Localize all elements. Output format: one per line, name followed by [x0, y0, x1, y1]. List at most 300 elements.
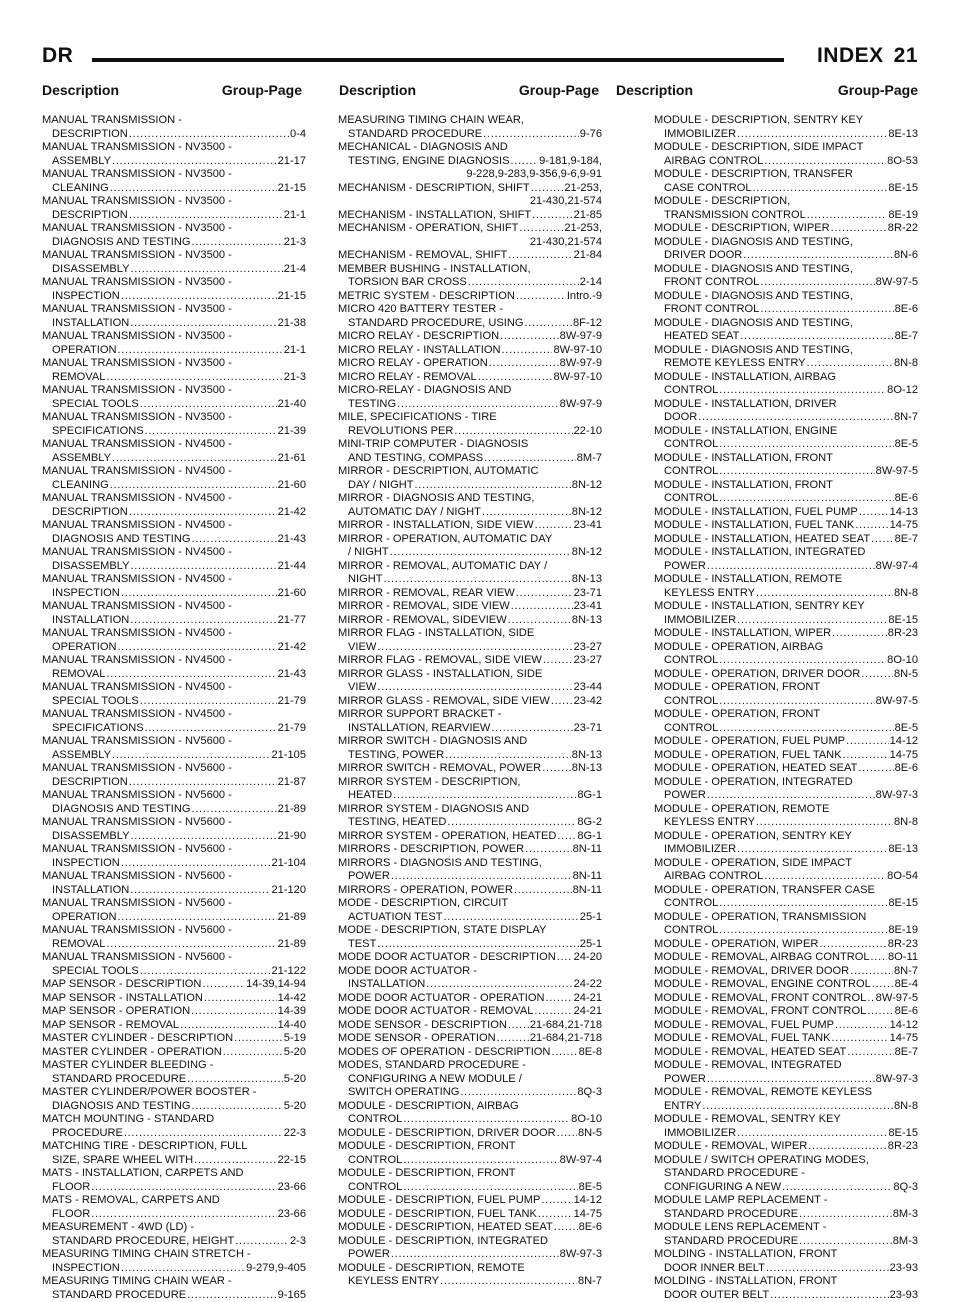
- index-entry-line: [42, 722, 306, 736]
- dot-leader: [698, 411, 893, 425]
- index-entry: [42, 141, 306, 168]
- index-page-ref: 21-40: [278, 398, 306, 412]
- index-entry-text: DESCRIPTION: [52, 209, 128, 223]
- index-entry-line: [42, 114, 306, 128]
- dot-leader: [426, 978, 572, 992]
- index-entry: [338, 1221, 602, 1235]
- index-entry-line: [654, 1262, 918, 1276]
- index-entry-line: [42, 614, 306, 628]
- index-entry: [42, 330, 306, 357]
- index-entry: [338, 357, 602, 371]
- dot-leader: [140, 965, 271, 979]
- index-page-ref: 21-79: [278, 695, 306, 709]
- dot-leader: [707, 1073, 875, 1087]
- column-header-1: [42, 82, 302, 98]
- dot-leader: [390, 546, 571, 560]
- index-entry-line: [338, 128, 602, 142]
- index-entry-text: MAP SENSOR - INSTALLATION: [42, 992, 203, 1006]
- index-page-ref: 8R-23: [888, 1140, 918, 1154]
- dot-leader: [454, 425, 572, 439]
- index-entry-line: [42, 600, 306, 614]
- index-page-ref: 8W-97-9: [560, 357, 602, 371]
- index-page-ref: 14-39: [278, 1005, 306, 1019]
- index-entry-line: [42, 681, 306, 695]
- dot-leader: [511, 155, 539, 169]
- dot-leader: [554, 1221, 578, 1235]
- index-entry: [338, 654, 602, 668]
- index-entry-text: MATS - REMOVAL, CARPETS AND: [42, 1194, 220, 1208]
- index-entry-text: TORSION BAR CROSS: [348, 276, 467, 290]
- index-entry-text: VIEW: [348, 681, 376, 695]
- index-entry-line: [338, 641, 602, 655]
- index-page-ref: 0-4: [290, 128, 306, 142]
- column-headers: [42, 82, 918, 106]
- index-entry-text: MODULE - INSTALLATION, FRONT: [654, 452, 833, 466]
- index-page-ref: 21-42: [278, 506, 306, 520]
- index-entry-line: [654, 938, 918, 952]
- index-entry-line: [654, 1113, 918, 1127]
- index-entry-text: MIRROR SWITCH - REMOVAL, POWER: [338, 762, 541, 776]
- index-entry-text: DISASSEMBLY: [52, 830, 129, 844]
- index-entry: [654, 344, 918, 371]
- index-page-ref: 8R-23: [888, 627, 918, 641]
- index-entry-text: MANUAL TRANSMISSION - NV3500 -: [42, 330, 232, 344]
- index-entry-text: MECHANISM - OPERATION, SHIFT: [338, 222, 518, 236]
- dot-leader: [538, 1208, 573, 1222]
- index-entry-line: [42, 276, 306, 290]
- index-entry: [42, 384, 306, 411]
- index-page-ref-continued-line: [338, 236, 602, 250]
- index-entry-line: [338, 276, 602, 290]
- index-entry: [654, 290, 918, 317]
- index-entry-line: [42, 330, 306, 344]
- dot-leader: [391, 870, 572, 884]
- index-entry: [42, 249, 306, 276]
- index-entry: [338, 1127, 602, 1141]
- index-column-3: [654, 114, 918, 1302]
- index-entry-line: [654, 371, 918, 385]
- index-page-ref: 8M-3: [893, 1235, 918, 1249]
- index-entry-text: MANUAL TRANSMISSION - NV4500 -: [42, 627, 232, 641]
- index-entry-line: [654, 816, 918, 830]
- index-entry-line: [654, 951, 918, 965]
- index-entry-text: INSPECTION: [52, 587, 120, 601]
- index-entry-text: MASTER CYLINDER - OPERATION: [42, 1046, 222, 1060]
- index-entry-line: [654, 776, 918, 790]
- index-entry: [42, 951, 306, 978]
- index-entry: [338, 1032, 602, 1046]
- index-entry-line: [42, 695, 306, 709]
- index-entry-text: IMMOBILIZER: [664, 128, 736, 142]
- index-page-ref: 8N-5: [578, 1127, 602, 1141]
- dot-leader: [500, 330, 559, 344]
- index-page-ref: 22-10: [574, 425, 602, 439]
- index-entry-text: SWITCH OPERATING: [348, 1086, 459, 1100]
- index-entry-line: [338, 708, 602, 722]
- dot-leader: [557, 1127, 577, 1141]
- index-entry-text: MODE DOOR ACTUATOR -: [338, 965, 477, 979]
- index-entry-text: MODULE - OPERATION, FRONT: [654, 708, 820, 722]
- index-entry-text: MODULE - OPERATION, AIRBAG: [654, 641, 823, 655]
- index-entry-text: DOOR: [664, 411, 697, 425]
- index-page-ref: 8N-5: [894, 668, 918, 682]
- index-entry: [338, 384, 602, 411]
- index-entry: [338, 776, 602, 803]
- index-entry-text: MODULE - OPERATION, FUEL PUMP: [654, 735, 845, 749]
- index-entry: [654, 708, 918, 735]
- index-entry: [338, 803, 602, 830]
- index-entry-line: [42, 168, 306, 182]
- index-entry-line: [338, 1113, 602, 1127]
- index-entry-line: [654, 668, 918, 682]
- index-entry-line: [42, 1208, 306, 1222]
- index-entry-text: MODULE - REMOVAL, FRONT CONTROL: [654, 1005, 866, 1019]
- dot-leader: [871, 951, 887, 965]
- index-entry-text: SIZE, SPARE WHEEL WITH: [52, 1154, 193, 1168]
- index-entry: [42, 816, 306, 843]
- index-entry-text: MODULE - DIAGNOSIS AND TESTING,: [654, 344, 853, 358]
- index-entry: [42, 195, 306, 222]
- index-entry-text: CONTROL: [664, 465, 718, 479]
- index-entry-line: [654, 681, 918, 695]
- index-entry-text: MODULE - DESCRIPTION,: [654, 195, 790, 209]
- index-entry-text: MODULE - DESCRIPTION, FRONT: [338, 1167, 516, 1181]
- index-entry-text: INSTALLATION, REARVIEW: [348, 722, 490, 736]
- index-entry-text: STANDARD PROCEDURE -: [664, 1167, 805, 1181]
- index-entry-line: [42, 425, 306, 439]
- dot-leader: [121, 857, 271, 871]
- index-entry: [654, 398, 918, 425]
- index-page-ref: 8N-11: [573, 870, 602, 884]
- index-entry: [338, 587, 602, 601]
- index-page-ref: 8N-8: [894, 587, 918, 601]
- index-entry: [654, 1248, 918, 1275]
- index-entry-line: [654, 641, 918, 655]
- index-entry: [338, 344, 602, 358]
- index-entry-line: [654, 128, 918, 142]
- index-entry-text: MIRROR SYSTEM - OPERATION, HEATED: [338, 830, 556, 844]
- index-page-ref: 21-122: [271, 965, 306, 979]
- index-page-ref: 8N-13: [572, 749, 602, 763]
- index-entry-line: [42, 1140, 306, 1154]
- dot-leader: [106, 668, 276, 682]
- index-entry-text: OPERATION: [52, 344, 117, 358]
- index-entry-line: [42, 411, 306, 425]
- index-entry: [654, 681, 918, 708]
- index-entry-text: MODULE - DESCRIPTION, DRIVER DOOR: [338, 1127, 556, 1141]
- index-page-ref: 21-684,21-718: [530, 1032, 602, 1046]
- index-entry: [654, 1005, 918, 1019]
- dot-leader: [516, 587, 573, 601]
- index-entry-text: MODULE - OPERATION, WIPER: [654, 938, 818, 952]
- index-entry-text: MASTER CYLINDER BLEEDING -: [42, 1059, 213, 1073]
- index-page-ref: 21-89: [278, 938, 306, 952]
- index-entry: [654, 1046, 918, 1060]
- index-page-ref: 21-17: [278, 155, 306, 169]
- dot-leader: [719, 897, 887, 911]
- index-entry: [42, 735, 306, 762]
- index-entry-line: [42, 371, 306, 385]
- index-entry-text: MICRO 420 BATTERY TESTER -: [338, 303, 503, 317]
- index-entry-text: DIAGNOSIS AND TESTING: [52, 803, 191, 817]
- index-entry-line: [42, 708, 306, 722]
- dot-leader: [819, 938, 886, 952]
- dot-leader: [760, 303, 893, 317]
- dot-leader: [737, 614, 887, 628]
- dot-leader: [807, 357, 893, 371]
- index-entry-line: [654, 1167, 918, 1181]
- dot-leader: [118, 641, 277, 655]
- index-entry-line: [338, 1248, 602, 1262]
- index-page-ref: 23-66: [278, 1208, 306, 1222]
- index-entry-line: [42, 1046, 306, 1060]
- index-entry-line: [338, 695, 602, 709]
- index-entry-line: [654, 1248, 918, 1262]
- index-entry-line: [654, 1046, 918, 1060]
- index-entry: [338, 1140, 602, 1167]
- index-entry-line: [42, 924, 306, 938]
- dot-leader: [204, 992, 277, 1006]
- index-page-ref: 8N-8: [894, 1100, 918, 1114]
- index-entry-text: MODULE LAMP REPLACEMENT -: [654, 1194, 827, 1208]
- dot-leader: [121, 290, 277, 304]
- index-entry: [654, 425, 918, 452]
- index-page-ref: 14-75: [890, 519, 918, 533]
- index-entry: [654, 641, 918, 668]
- index-entry-line: [654, 263, 918, 277]
- index-entry-text: MODULE - REMOVAL, ENGINE CONTROL: [654, 978, 871, 992]
- index-entry: [338, 951, 602, 965]
- index-entry: [42, 222, 306, 249]
- index-page-ref: 22-15: [278, 1154, 306, 1168]
- index-entry-line: [42, 384, 306, 398]
- index-entry-line: [654, 762, 918, 776]
- index-entry-line: [42, 141, 306, 155]
- index-entry-line: [42, 735, 306, 749]
- index-entry-line: [338, 735, 602, 749]
- index-page-ref: 8Q-3: [893, 1181, 918, 1195]
- dot-leader: [508, 249, 572, 263]
- index-entry-line: [338, 1059, 602, 1073]
- index-entry-line: [338, 249, 602, 263]
- index-entry-text: MANUAL TRANSMISSION - NV3500 -: [42, 411, 232, 425]
- index-entry: [338, 1208, 602, 1222]
- index-entry-text: MODULE - INSTALLATION, ENGINE: [654, 425, 837, 439]
- index-entry-line: [338, 1019, 602, 1033]
- index-entry-text: SPECIFICATIONS: [52, 425, 144, 439]
- index-entry-text: MICRO RELAY - INSTALLATION: [338, 344, 501, 358]
- index-entry-line: [654, 452, 918, 466]
- index-page-ref: 23-27: [574, 641, 602, 655]
- index-page-ref: 21-253,: [564, 182, 602, 196]
- index-entry-text: MANUAL TRANSMISSION - NV3500 -: [42, 303, 232, 317]
- index-entry: [42, 465, 306, 492]
- index-entry-text: INSPECTION: [52, 290, 120, 304]
- index-entry-text: MODULE / SWITCH OPERATING MODES,: [654, 1154, 869, 1168]
- index-entry-text: CLEANING: [52, 479, 109, 493]
- dot-leader: [766, 1262, 889, 1276]
- index-column-1: [42, 114, 306, 1302]
- index-page-ref: 8E-15: [888, 614, 918, 628]
- dot-leader: [843, 749, 889, 763]
- index-entry-text: STANDARD PROCEDURE, HEIGHT: [52, 1235, 234, 1249]
- index-entry: [654, 452, 918, 479]
- index-entry-text: MODULE - OPERATION, FRONT: [654, 681, 820, 695]
- dot-leader: [861, 668, 893, 682]
- index-entry: [654, 762, 918, 776]
- index-entry: [42, 276, 306, 303]
- index-entry-text: METRIC SYSTEM - DESCRIPTION: [338, 290, 515, 304]
- index-entry-line: [338, 897, 602, 911]
- index-entry-text: INSTALLATION: [348, 978, 425, 992]
- dot-leader: [106, 371, 282, 385]
- index-entry-line: [42, 762, 306, 776]
- index-entry-line: [42, 452, 306, 466]
- index-entry-line: [338, 411, 602, 425]
- index-entry-line: [338, 330, 602, 344]
- index-entry: [654, 371, 918, 398]
- index-entry-text: CONTROL: [664, 897, 718, 911]
- index-entry-text: MODE DOOR ACTUATOR - DESCRIPTION: [338, 951, 556, 965]
- index-entry: [338, 1005, 602, 1019]
- index-entry-text: MODULE - INSTALLATION, SENTRY KEY: [654, 600, 865, 614]
- index-entry-text: CONTROL: [664, 695, 718, 709]
- index-entry: [338, 668, 602, 695]
- index-entry-text: MODULE - OPERATION, HEATED SEAT: [654, 762, 857, 776]
- index-entry-text: POWER: [664, 1073, 706, 1087]
- dot-leader: [377, 938, 578, 952]
- index-entry-line: [338, 1032, 602, 1046]
- index-entry-line: [338, 357, 602, 371]
- dot-leader: [799, 1208, 892, 1222]
- index-entry-text: MODE DOOR ACTUATOR - REMOVAL: [338, 1005, 533, 1019]
- index-entry-text: MIRROR - OPERATION, AUTOMATIC DAY: [338, 533, 552, 547]
- index-entry-line: [338, 222, 602, 236]
- index-entry-text: CONFIGURING A NEW MODULE /: [348, 1073, 522, 1087]
- index-entry-text: / NIGHT: [348, 546, 389, 560]
- dot-leader: [403, 1181, 577, 1195]
- index-entry-text: MODE DOOR ACTUATOR - OPERATION: [338, 992, 544, 1006]
- index-entry-text: KEYLESS ENTRY: [348, 1275, 439, 1289]
- index-entry-line: [654, 654, 918, 668]
- index-entry-text: MEASUREMENT - 4WD (LD) -: [42, 1221, 194, 1235]
- index-entry-text: DOOR OUTER BELT: [664, 1289, 769, 1302]
- index-entry-line: [654, 978, 918, 992]
- index-page-ref: 8N-8: [894, 357, 918, 371]
- index-entry: [654, 830, 918, 857]
- index-entry-line: [42, 290, 306, 304]
- index-entry-line: [338, 425, 602, 439]
- index-entry-line: [338, 546, 602, 560]
- index-page-ref: 21-84: [574, 249, 602, 263]
- index-entry: [338, 897, 602, 924]
- index-entry: [338, 182, 602, 209]
- index-entry-line: [42, 992, 306, 1006]
- index-entry-text: MIRRORS - DESCRIPTION, POWER: [338, 843, 524, 857]
- index-entry-line: [654, 911, 918, 925]
- index-entry-line: [338, 1194, 602, 1208]
- index-entry: [338, 695, 602, 709]
- index-entry-line: [338, 924, 602, 938]
- index-entry: [338, 992, 602, 1006]
- index-page-ref: 9-279,9-405: [246, 1262, 306, 1276]
- index-page-ref-continued: 21-430,21-574: [530, 195, 602, 209]
- index-entry-line: [654, 168, 918, 182]
- index-entry: [338, 965, 602, 992]
- index-entry: [42, 1248, 306, 1275]
- index-entry-text: MANUAL TRANSMISSION - NV3500 -: [42, 168, 232, 182]
- index-page-ref: 21-3: [284, 371, 306, 385]
- dot-leader: [516, 290, 566, 304]
- index-page-ref: 8E-6: [895, 762, 918, 776]
- index-entry-text: MODULE - DESCRIPTION, FRONT: [338, 1140, 516, 1154]
- index-entry-line: [654, 803, 918, 817]
- index-entry-text: MANUAL TRANSMISSION - NV4500 -: [42, 492, 232, 506]
- index-entry: [338, 924, 602, 951]
- index-page-ref: 21-120: [271, 884, 306, 898]
- dot-leader: [534, 1005, 572, 1019]
- index-entry-text: MODULE - OPERATION, SENTRY KEY: [654, 830, 852, 844]
- dot-leader: [719, 924, 887, 938]
- index-entry-text: STANDARD PROCEDURE: [52, 1073, 186, 1087]
- header-right: [807, 44, 918, 68]
- index-entry: [338, 1167, 602, 1194]
- index-entry-line: [338, 762, 602, 776]
- index-entry-text: ACTUATION TEST: [348, 911, 443, 925]
- index-entry-line: [338, 776, 602, 790]
- dot-leader: [756, 816, 893, 830]
- index-entry-line: [42, 317, 306, 331]
- index-entry-text: MODULE - REMOVAL, FUEL TANK: [654, 1032, 831, 1046]
- index-entry-text: MODULE - REMOVAL, SENTRY KEY: [654, 1113, 841, 1127]
- index-entry-text: MODULE - REMOVAL, FRONT CONTROL: [654, 992, 866, 1006]
- dot-leader: [737, 843, 887, 857]
- index-entry-text: AIRBAG CONTROL: [664, 155, 763, 169]
- index-entry: [654, 1154, 918, 1195]
- index-page-ref: 8E-5: [579, 1181, 602, 1195]
- index-entry-line: [42, 1275, 306, 1289]
- index-entry: [42, 114, 306, 141]
- index-entry-line: [42, 749, 306, 763]
- index-entry-text: MIRRORS - DIAGNOSIS AND TESTING,: [338, 857, 542, 871]
- index-entry-line: [654, 344, 918, 358]
- index-entry: [42, 1059, 306, 1086]
- dot-leader: [832, 627, 887, 641]
- index-entry-line: [42, 1113, 306, 1127]
- dot-leader: [707, 789, 875, 803]
- index-page-ref: 8N-13: [572, 573, 602, 587]
- index-entry-text: DRIVER DOOR: [664, 249, 742, 263]
- index-entry-text: MICRO RELAY - REMOVAL: [338, 371, 477, 385]
- dot-leader: [551, 1046, 577, 1060]
- index-entry-text: CONTROL: [664, 722, 718, 736]
- index-page-ref: 14-75: [890, 1032, 918, 1046]
- index-entry-line: [42, 546, 306, 560]
- index-page-ref: 23-42: [574, 695, 602, 709]
- dot-leader: [531, 182, 564, 196]
- index-entry-text: MECHANISM - DESCRIPTION, SHIFT: [338, 182, 530, 196]
- index-entry-line: [338, 951, 602, 965]
- index-page-ref: 21-4: [284, 263, 306, 277]
- column-header-group-page: Group-Page: [519, 82, 599, 98]
- index-entry-line: [338, 573, 602, 587]
- index-page-ref: 8W-97-3: [876, 789, 918, 803]
- index-page-ref: 8Q-3: [577, 1086, 602, 1100]
- index-page-ref: 21-43: [278, 668, 306, 682]
- index-entry-line: [338, 1262, 602, 1276]
- dot-leader: [847, 1046, 893, 1060]
- dot-leader: [440, 1275, 577, 1289]
